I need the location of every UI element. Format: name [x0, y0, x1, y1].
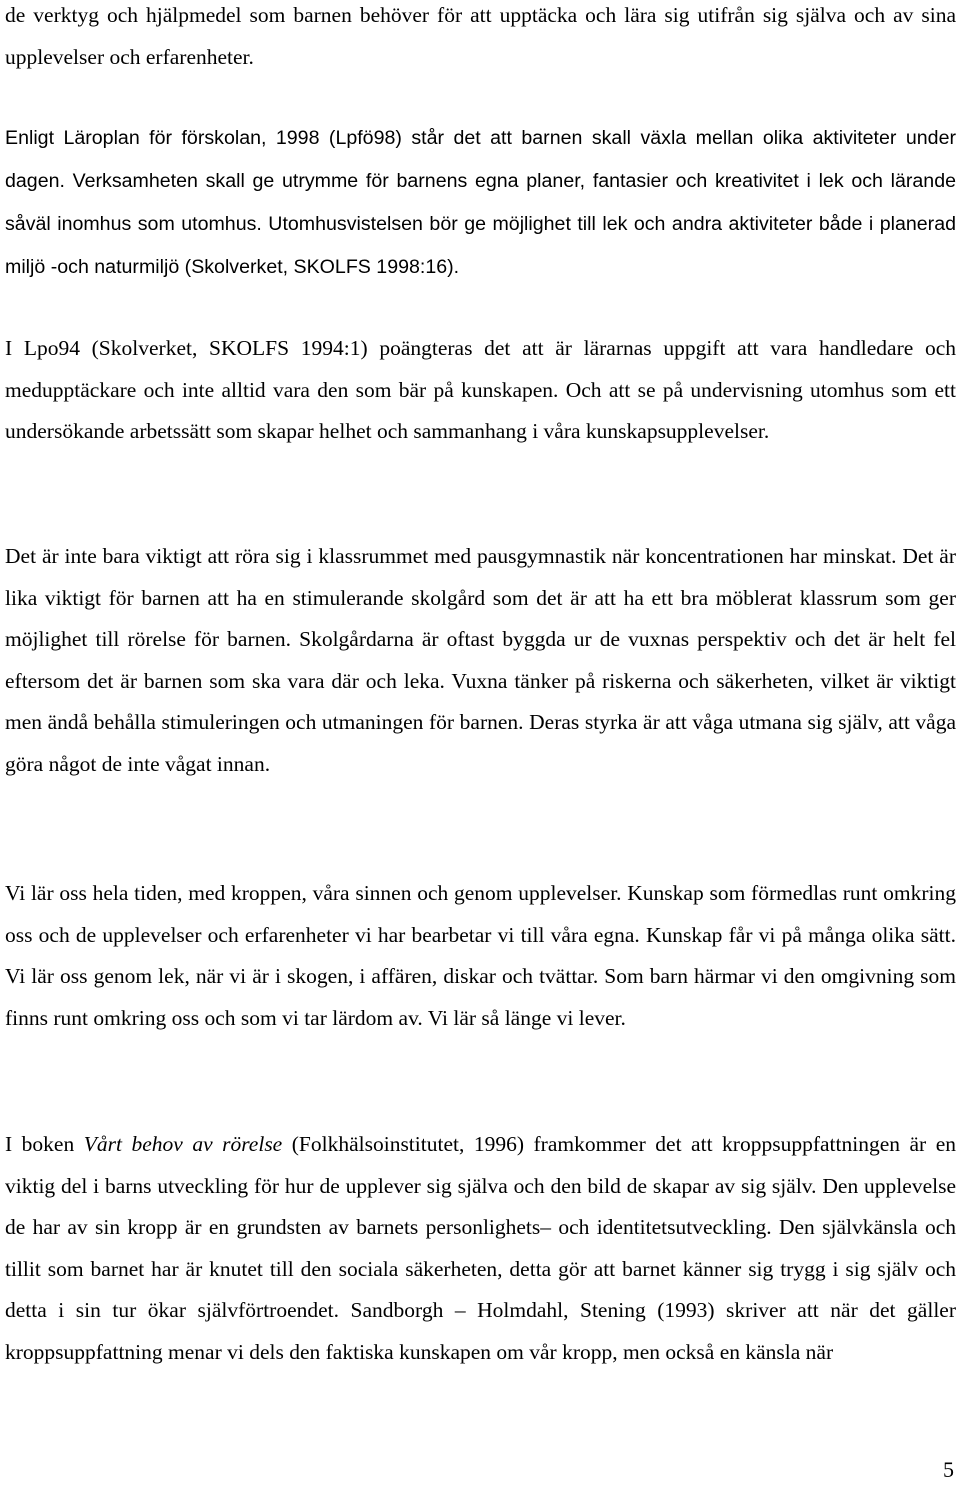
page-number: 5	[943, 1457, 954, 1482]
paragraph-lpfo98	[5, 116, 956, 288]
paragraph-body-awareness-text: (Folkhälsoinstitutet, 1996) framkommer det att kroppsuppfattningen är en viktig del i barns utveckling för hur de upplever sig själva och den bild de skapar av sig själv. Den upplevelse de har av sin kropp är en grundsten av barnets personlighets– och identitetsutveckling. Den självkänsla och tillit som barnet har är knutet till den sociala säkerheten, detta gör att barnet känner sig trygg i sig själv och detta i sin tur ökar självförtroendet. Sandborgh – Holmdahl, Stening (1993) skriver att när det gäller kroppsuppfattning menar vi dels den faktiska kunskapen om vår kropp, men också en känsla när	[5, 1132, 957, 1364]
paragraph-lpfo98-text: Enligt Läroplan för förskolan, 1998 (Lpfö98) står det att barnen skall växla mellan olika aktiviteter under dagen. Verksamheten skall ge utrymme för barnens egna planer, fantasier och kreativitet i lek och lärande såväl inomhus som utomhus. Utomhusvistelsen bör ge möjlighet till lek och andra aktiviteter både i planerad miljö -och naturmiljö (Skolverket, SKOLFS 1998:16).	[5, 127, 956, 278]
paragraph-body-awareness-intro: I boken	[5, 1132, 84, 1156]
paragraph-schoolyard: Det är inte bara viktigt att röra sig i klassrummet med pausgymnastik när koncentrationen har minskat. Det är lika viktigt för barnen att ha en stimulerande skolgård som det är att ha ett bra möblerat klassrum som ger möjlighet till rörelse för barnen. Skolgårdarna är oftast byggda ur de vuxnas perspektiv och det är helt fel eftersom det är barnen som ska vara där och leka. Vuxna tänker på riskerna och säkerheten, vilket är viktigt men ändå behålla stimuleringen och utmaningen för barnen. Deras styrka är att våga utmana sig själv, att våga göra något de inte vågat innan.	[5, 544, 956, 776]
paragraph-continuation: de verktyg och hjälpmedel som barnen behöver för att upptäcka och lära sig utifrån sig själva och av sina upplevelser och erfarenheter.	[5, 3, 956, 69]
paragraph-body-awareness	[5, 1124, 956, 1374]
paragraph-learning: Vi lär oss hela tiden, med kroppen, våra sinnen och genom upplevelser. Kunskap som förmedlas runt omkring oss och de upplevelser och erfarenheter vi har bearbetar vi till våra egna. Kunskap får vi på många olika sätt. Vi lär oss genom lek, när vi är i skogen, i affären, diskar och tvättar. Som barn härmar vi den omgivning som finns runt omkring oss och som vi tar lärdom av. Vi lär så länge vi lever.	[5, 881, 956, 1030]
paragraph-lpo94: I Lpo94 (Skolverket, SKOLFS 1994:1) poängteras det att är lärarnas uppgift att vara handledare och medupptäckare och inte alltid vara den som bär på kunskapen. Och att se på undervisning utomhus som ett undersökande arbetssätt som skapar helhet och sammanhang i våra kunskapsupplevelser.	[5, 336, 956, 444]
book-title: Vårt behov av rörelse	[83, 1132, 283, 1156]
